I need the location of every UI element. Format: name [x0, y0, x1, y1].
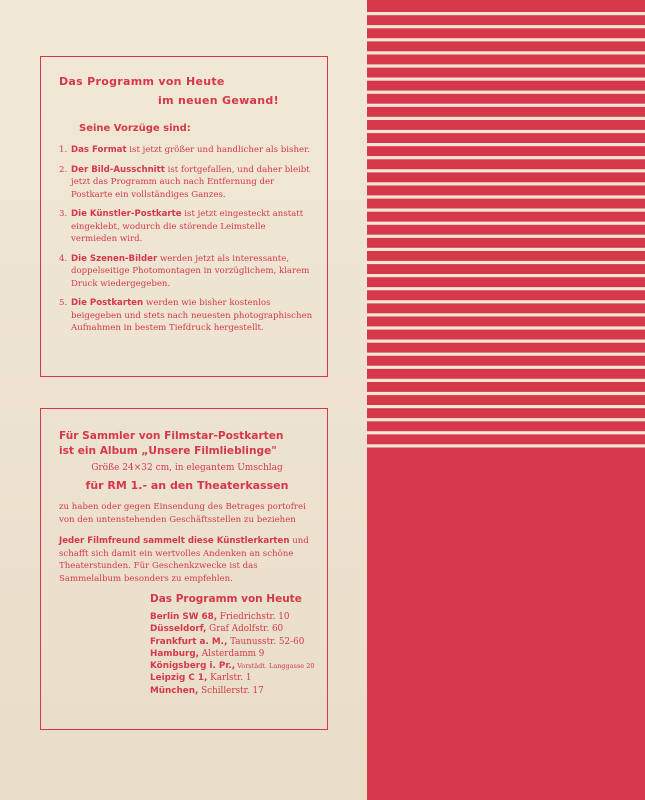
address-line: Leipzig C 1, Karlstr. 1 [150, 673, 252, 684]
order-paragraph: zu haben oder gegen Einsendung des Betrages portofrei von den untenstehenden Geschäftsstellen zu beziehen [59, 502, 306, 525]
advantages-subtitle: Seine Vorzüge sind: [79, 123, 191, 134]
stripe-gap [367, 91, 645, 94]
stripe-gap [367, 274, 645, 277]
stripe-gap [367, 287, 645, 290]
album-offer-box [40, 408, 328, 730]
stripe-gap [367, 195, 645, 198]
stripe-gap [367, 143, 645, 146]
stripe-gap [367, 261, 645, 264]
stripe-gap [367, 235, 645, 238]
stripe-gap [367, 405, 645, 408]
stripe-gap [367, 130, 645, 133]
program-title-line1: Das Programm von Heute [59, 75, 225, 88]
stripe-gap [367, 300, 645, 303]
stripe-gap [367, 340, 645, 343]
address-block [150, 593, 315, 697]
address-line: Königsberg i. Pr., Vorstädt. Langgasse 20 [150, 661, 315, 672]
address-line: München, Schillerstr. 17 [150, 685, 264, 696]
program-title-line2: im neuen Gewand! [158, 94, 279, 107]
album-heading-line2: ist ein Album „Unsere Filmlieblinge" [59, 445, 277, 457]
program-info-box [40, 56, 328, 377]
stripe-gap [367, 353, 645, 356]
stripe-gap [367, 104, 645, 107]
list-item: 4. Die Szenen-Bilder werden jetzt als interessante, doppelseitige Photomontagen in vorzüglichem, klarem Druck wiedergegeben. [59, 253, 310, 289]
stripe-gap [367, 169, 645, 172]
list-item: 1. Das Format ist jetzt größer und handlicher als bisher. [59, 145, 310, 155]
album-size: Größe 24×32 cm, in elegantem Umschlag [91, 463, 283, 473]
stripe-gap [367, 12, 645, 15]
stripe-gap [367, 78, 645, 81]
stripe-gap [367, 392, 645, 395]
list-item: 3. Die Künstler-Postkarte ist jetzt eingesteckt anstatt eingeklebt, wodurch die störende Leimstelle vermieden wird. [59, 209, 304, 244]
stripe-gap [367, 431, 645, 434]
stripe-gap [367, 64, 645, 67]
address-title: Das Programm von Heute [150, 593, 302, 605]
list-item: 5. Die Postkarten werden wie bisher kostenlos beigegeben und stets nach neuesten photographischen Aufnahmen in bestem Tiefdruck hergestellt. [59, 298, 313, 333]
stripe-gap [367, 117, 645, 120]
address-line: Hamburg, Alsterdamm 9 [150, 648, 265, 659]
stripe-gap [367, 38, 645, 41]
stripe-gap [367, 25, 645, 28]
collector-paragraph: Jeder Filmfreund sammelt diese Künstlerkarten und schafft sich damit ein wertvolles Andenken an schöne Theaterstunden. Für Geschenkzwecke ist das Sammelalbum besonders zu empfehlen. [59, 536, 309, 584]
stripe-gap [367, 182, 645, 185]
stripe-gap [367, 379, 645, 382]
stripe-gap [367, 418, 645, 421]
red-stripe-panel [367, 0, 645, 800]
advantages-list [59, 144, 313, 335]
album-heading-line1: Für Sammler von Filmstar-Postkarten [59, 430, 284, 442]
stripe-gap [367, 51, 645, 54]
stripe-gap [367, 444, 645, 447]
stripe-gap [367, 222, 645, 225]
stripe-gap [367, 248, 645, 251]
album-price: für RM 1.- an den Theaterkassen [85, 479, 289, 492]
stripe-gap [367, 209, 645, 212]
address-line: Berlin SW 68, Friedrichstr. 10 [150, 612, 290, 622]
stripe-gap [367, 156, 645, 159]
address-line: Frankfurt a. M., Taunusstr. 52-60 [150, 636, 305, 647]
list-item: 2. Der Bild-Ausschnitt ist fortgefallen, und daher bleibt jetzt das Programm auch nach Entfernung der Postkarte ein vollständiges Ganzes. [59, 164, 310, 200]
stripe-gap [367, 326, 645, 329]
address-line: Düsseldorf, Graf Adolfstr. 60 [150, 624, 284, 635]
stripe-gap [367, 313, 645, 316]
stripe-gap [367, 366, 645, 369]
